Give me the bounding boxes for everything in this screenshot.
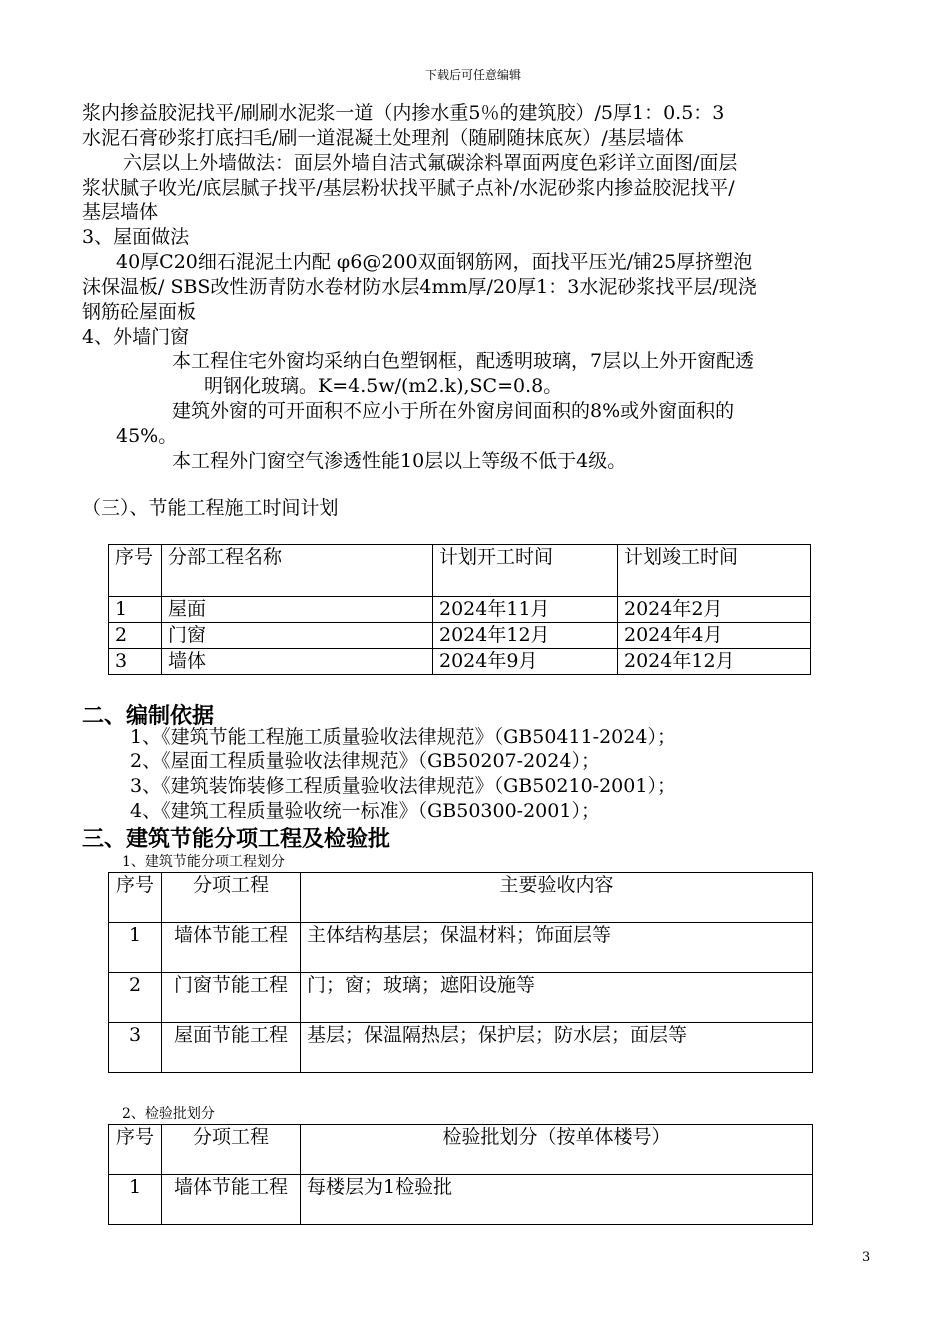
paragraph-line: 浆状腻子收光/底层腻子找平/基层粉状找平腻子点补/水泥砂浆内掺益胶泥找平/	[82, 177, 735, 199]
table-cell: 屋面节能工程	[162, 1023, 301, 1073]
table-cell: 2024年12月	[618, 649, 811, 675]
paragraph-line: 45%。	[116, 425, 178, 447]
table-cell: 墙体节能工程	[162, 923, 301, 973]
table-header-cell: 检验批划分（按单体楼号）	[301, 1125, 813, 1175]
subitem-table	[108, 872, 813, 1073]
reference-item: 1、《建筑节能工程施工质量验收法律规范》（GB50411-2024）；	[130, 726, 676, 748]
table-row	[109, 1023, 813, 1073]
table-cell: 2	[109, 973, 162, 1023]
paragraph-line: 本工程外门窗空气渗透性能10层以上等级不低于4级。	[172, 450, 627, 472]
reference-item: 2、《屋面工程质量验收法律规范》（GB50207-2024）；	[130, 750, 600, 772]
table-cell: 门窗	[162, 623, 433, 649]
paragraph-line: 建筑外窗的可开面积不应小于所在外窗房间面积的8%或外窗面积的	[172, 400, 735, 422]
table-cell: 2024年4月	[618, 623, 811, 649]
reference-item: 3、《建筑装饰装修工程质量验收法律规范》（GB50210-2001）；	[130, 775, 676, 797]
table-row	[109, 923, 813, 973]
table-header-cell: 分项工程	[162, 873, 301, 923]
subsection-heading: （三）、节能工程施工时间计划	[82, 497, 339, 519]
table-header-cell: 分项工程	[162, 1125, 301, 1175]
table-cell: 屋面	[162, 597, 433, 623]
table-cell: 3	[109, 649, 162, 675]
chapter-heading: 三、建筑节能分项工程及检验批	[82, 827, 391, 852]
table-header-row	[109, 1125, 813, 1175]
table-cell: 1	[109, 597, 162, 623]
reference-item: 4、《建筑工程质量验收统一标准》（GB50300-2001）；	[130, 800, 600, 822]
table-cell: 墙体	[162, 649, 433, 675]
table-cell: 1	[109, 923, 162, 973]
table-cell: 2024年2月	[618, 597, 811, 623]
table-caption: 2、检验批划分	[122, 1106, 215, 1122]
paragraph-line: 浆内掺益胶泥找平/刷刷水泥浆一道（内掺水重5％的建筑胶）/5厚1：0.5：3	[82, 102, 725, 124]
paragraph-line: 明钢化玻璃。K=4.5w/(m2.k),SC=0.8。	[204, 375, 563, 397]
table-row	[109, 597, 811, 623]
table-row	[109, 623, 811, 649]
page-number: 3	[862, 1250, 871, 1265]
paragraph-line: 六层以上外墙做法：面层外墙自洁式氟碳涂料罩面两度色彩详立面图/面层	[123, 152, 738, 174]
table-header-row	[109, 873, 813, 923]
paragraph-line: 40厚C20细石混泥土内配 φ6@200双面钢筋网，面找平压光/铺25厚挤塑泡	[116, 251, 753, 273]
inspection-batch-table	[108, 1124, 813, 1225]
table-cell: 基层；保温隔热层；保护层；防水层；面层等	[301, 1023, 813, 1073]
table-cell: 墙体节能工程	[162, 1175, 301, 1225]
paragraph-line: 本工程住宅外窗均采纳白色塑钢框，配透明玻璃，7层以上外开窗配透	[172, 350, 755, 372]
table-caption: 1、建筑节能分项工程划分	[122, 854, 285, 870]
table-cell: 每楼层为1检验批	[301, 1175, 813, 1225]
table-cell: 2024年11月	[433, 597, 618, 623]
table-cell: 3	[109, 1023, 162, 1073]
table-header-cell: 主要验收内容	[301, 873, 813, 923]
table-header-row	[109, 545, 811, 597]
paragraph-line: 基层墙体	[82, 201, 159, 223]
schedule-table	[108, 544, 811, 675]
table-header-cell: 计划竣工时间	[618, 545, 811, 597]
paragraph-line: 钢筋砼屋面板	[82, 301, 197, 323]
table-cell: 门；窗；玻璃；遮阳设施等	[301, 973, 813, 1023]
table-cell: 1	[109, 1175, 162, 1225]
table-cell: 2024年12月	[433, 623, 618, 649]
section-heading: 3、屋面做法	[82, 226, 190, 248]
paragraph-line: 沫保温板/ SBS改性沥青防水卷材防水层4mm厚/20厚1：3水泥砂浆找平层/现浇	[82, 276, 757, 298]
table-header-cell: 序号	[109, 873, 162, 923]
table-row	[109, 1175, 813, 1225]
paragraph-line: 水泥石膏砂浆打底扫毛/刷一道混凝土处理剂（随刷随抹底灰）/基层墙体	[82, 127, 684, 149]
section-heading: 4、外墙门窗	[82, 326, 190, 348]
table-row	[109, 649, 811, 675]
page-header: 下载后可任意编辑	[425, 68, 522, 82]
table-cell: 主体结构基层；保温材料；饰面层等	[301, 923, 813, 973]
table-row	[109, 973, 813, 1023]
table-header-cell: 序号	[109, 545, 162, 597]
table-cell: 门窗节能工程	[162, 973, 301, 1023]
table-cell: 2024年9月	[433, 649, 618, 675]
table-header-cell: 序号	[109, 1125, 162, 1175]
chapter-heading: 二、编制依据	[82, 704, 215, 729]
table-header-cell: 分部工程名称	[162, 545, 433, 597]
table-header-cell: 计划开工时间	[433, 545, 618, 597]
table-cell: 2	[109, 623, 162, 649]
